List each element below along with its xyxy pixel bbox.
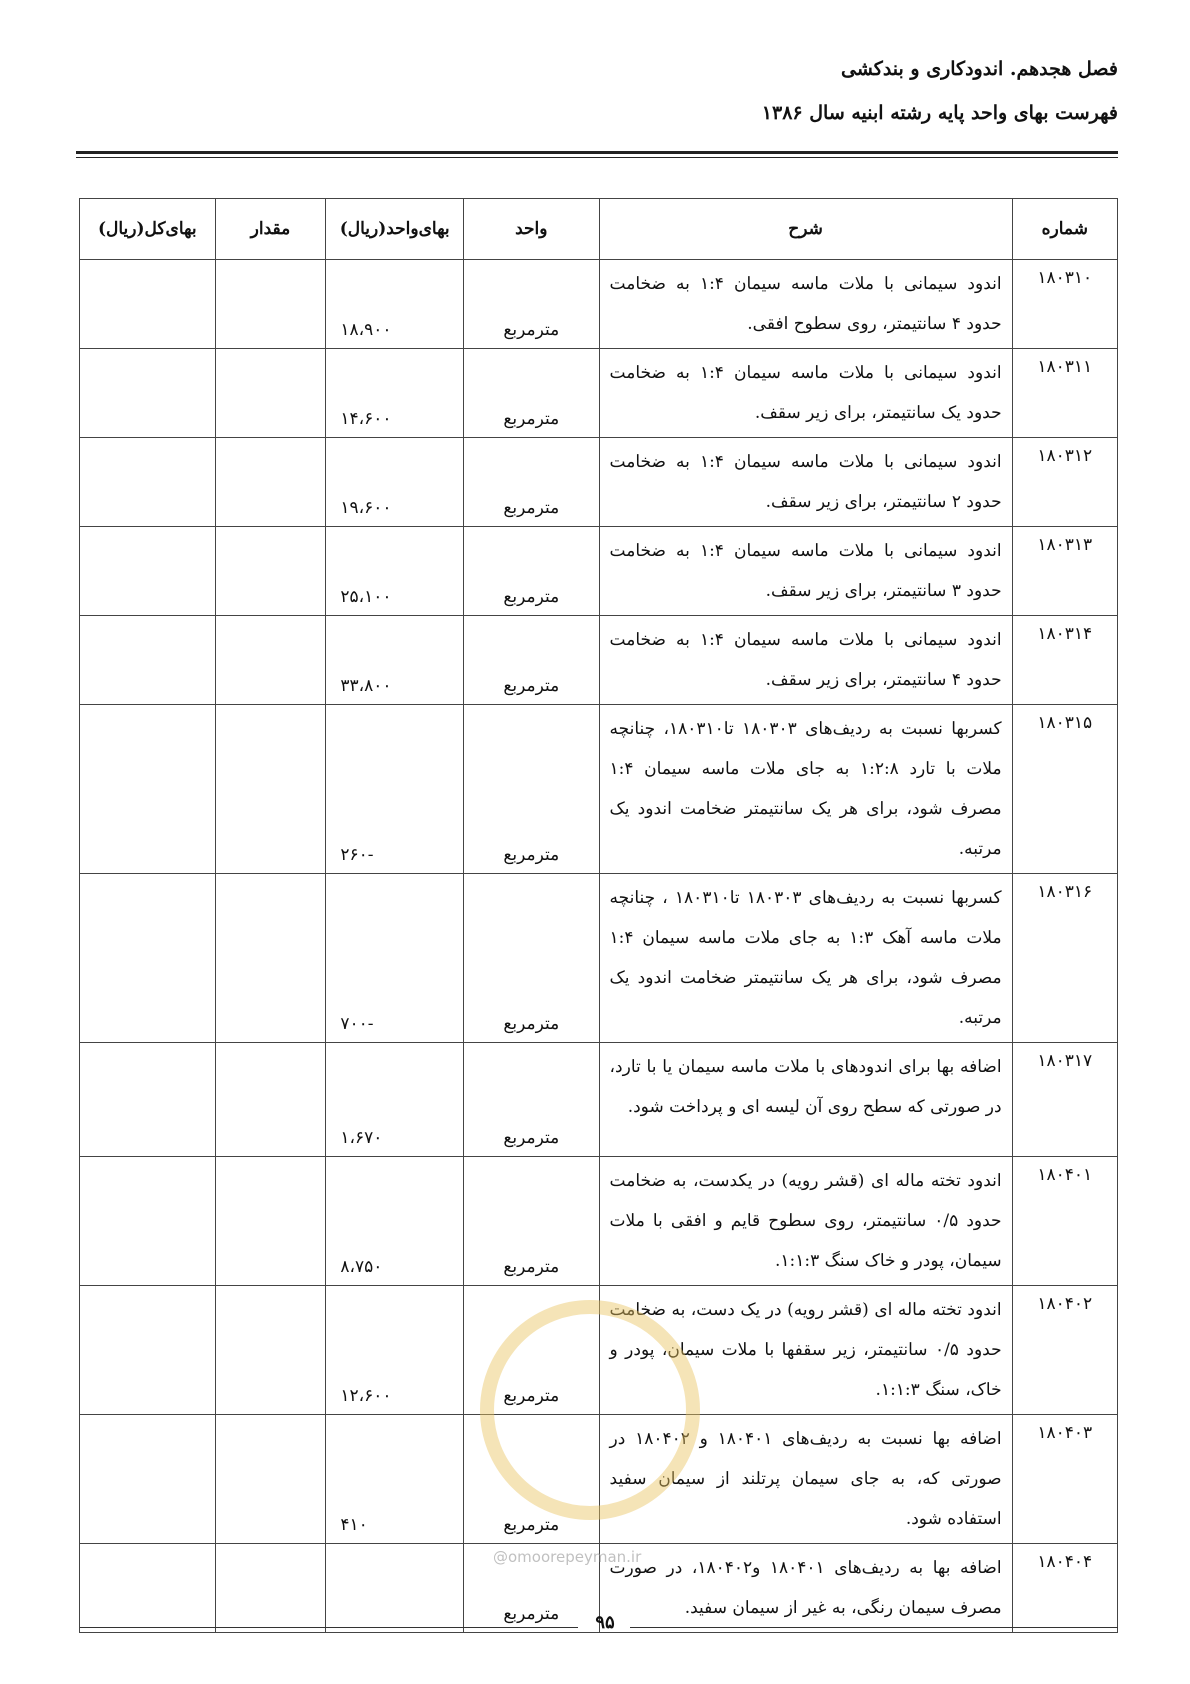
col-header-total: بهای‌کل(ریال) (80, 199, 216, 260)
col-header-unit: واحد (464, 199, 600, 260)
row-unit-price: ۳۳،۸۰۰ (326, 616, 464, 705)
row-description: کسربها نسبت به ردیف‌های ۱۸۰۳۰۳ تا۱۸۰۳۱۰ ، چنانچه ملات ماسه آهک ۱:۳ به جای ملات ماسه سیمان ۱:۴ مصرف شود، برای هر یک سانتیمتر ضخامت اندود یک مرتبه. (599, 874, 1012, 1043)
table-row (80, 705, 1118, 874)
row-description: اضافه بها برای اندودهای با ملات ماسه سیمان یا با تارد، در صورتی که سطح روی آن لیسه ای و پرداخت شود. (599, 1043, 1012, 1157)
row-total (80, 1286, 216, 1415)
row-total (80, 705, 216, 874)
row-unit: مترمربع (464, 616, 600, 705)
row-unit-price: ۱،۶۷۰ (326, 1043, 464, 1157)
row-unit-price: ۲۵،۱۰۰ (326, 527, 464, 616)
row-description: کسربها نسبت به ردیف‌های ۱۸۰۳۰۳ تا۱۸۰۳۱۰، چنانچه ملات با تارد ۱:۲:۸ به جای ملات ماسه سیمان ۱:۴ مصرف شود، برای هر یک سانتیمتر ضخامت اندود یک مرتبه. (599, 705, 1012, 874)
row-description: اندود سیمانی با ملات ماسه سیمان ۱:۴ به ضخامت حدود یک سانتیمتر، برای زیر سقف. (599, 349, 1012, 438)
row-total (80, 438, 216, 527)
header-divider-thin (76, 157, 1118, 158)
row-unit: مترمربع (464, 260, 600, 349)
table-row (80, 1415, 1118, 1544)
table-row (80, 1286, 1118, 1415)
row-code: ۱۸۰۴۰۱ (1012, 1157, 1117, 1286)
row-unit: مترمربع (464, 1043, 600, 1157)
page-number: ۹۵ (595, 1612, 615, 1633)
row-unit-price: ۱۸،۹۰۰ (326, 260, 464, 349)
row-description: اندود سیمانی با ملات ماسه سیمان ۱:۴ به ضخامت حدود ۲ سانتیمتر، برای زیر سقف. (599, 438, 1012, 527)
table-row (80, 260, 1118, 349)
row-code: ۱۸۰۳۱۶ (1012, 874, 1117, 1043)
col-header-quantity: مقدار (215, 199, 326, 260)
row-description: اندود تخته ماله ای (قشر رویه) در یک دست، به ضخامت حدود ۰/۵ سانتیمتر، زیر سقفها با ملات سیمان، پودر و خاک، سنگ ۱:۱:۳. (599, 1286, 1012, 1415)
row-unit: مترمربع (464, 1286, 600, 1415)
footer-divider-right (630, 1627, 1118, 1628)
table-row (80, 438, 1118, 527)
row-quantity (215, 1157, 326, 1286)
row-description: اضافه بها به ردیف‌های ۱۸۰۴۰۱ و۱۸۰۴۰۲، در صورت مصرف سیمان رنگی، به غیر از سیمان سفید. (599, 1544, 1012, 1633)
table-row (80, 874, 1118, 1043)
row-quantity (215, 349, 326, 438)
row-unit: مترمربع (464, 1157, 600, 1286)
row-unit-price: ۸،۷۵۰ (326, 1157, 464, 1286)
table-header-row (80, 199, 1118, 260)
row-total (80, 1157, 216, 1286)
row-unit-price: ۱۴،۶۰۰ (326, 349, 464, 438)
header-divider-thick (76, 151, 1118, 154)
row-total (80, 616, 216, 705)
row-total (80, 874, 216, 1043)
row-description: اضافه بها نسبت به ردیف‌های ۱۸۰۴۰۱ و ۱۸۰۴۰۲ در صورتی که، به جای سیمان پرتلند از سیمان سفید استفاده شود. (599, 1415, 1012, 1544)
row-total (80, 527, 216, 616)
row-quantity (215, 705, 326, 874)
row-quantity (215, 1544, 326, 1633)
row-unit: مترمربع (464, 1544, 600, 1633)
col-header-desc: شرح (599, 199, 1012, 260)
row-description: اندود سیمانی با ملات ماسه سیمان ۱:۴ به ضخامت حدود ۴ سانتیمتر، برای زیر سقف. (599, 616, 1012, 705)
table-row (80, 1043, 1118, 1157)
row-total (80, 260, 216, 349)
row-total (80, 1544, 216, 1633)
row-description: اندود تخته ماله ای (قشر رویه) در یکدست، به ضخامت حدود ۰/۵ سانتیمتر، روی سطوح قایم و افقی با ملات سیمان، پودر و خاک سنگ ۱:۱:۳. (599, 1157, 1012, 1286)
row-quantity (215, 1415, 326, 1544)
row-unit: مترمربع (464, 705, 600, 874)
row-quantity (215, 1286, 326, 1415)
row-code: ۱۸۰۳۱۰ (1012, 260, 1117, 349)
row-code: ۱۸۰۳۱۳ (1012, 527, 1117, 616)
row-total (80, 1415, 216, 1544)
row-code: ۱۸۰۴۰۲ (1012, 1286, 1117, 1415)
row-code: ۱۸۰۳۱۷ (1012, 1043, 1117, 1157)
row-quantity (215, 527, 326, 616)
row-unit: مترمربع (464, 1415, 600, 1544)
col-header-unit-price: بهای‌واحد(ریال) (326, 199, 464, 260)
row-unit-price: ۱۲،۶۰۰ (326, 1286, 464, 1415)
row-unit: مترمربع (464, 349, 600, 438)
table-row (80, 616, 1118, 705)
col-header-code: شماره (1012, 199, 1117, 260)
price-list-table (79, 198, 1118, 1633)
row-unit-price: -۷۰۰ (326, 874, 464, 1043)
row-description: اندود سیمانی با ملات ماسه سیمان ۱:۴ به ضخامت حدود ۴ سانتیمتر، روی سطوح افقی. (599, 260, 1012, 349)
row-quantity (215, 260, 326, 349)
row-code: ۱۸۰۴۰۴ (1012, 1544, 1117, 1633)
row-description: اندود سیمانی با ملات ماسه سیمان ۱:۴ به ضخامت حدود ۳ سانتیمتر، برای زیر سقف. (599, 527, 1012, 616)
row-unit-price: ۴۱۰ (326, 1415, 464, 1544)
row-total (80, 349, 216, 438)
row-quantity (215, 1043, 326, 1157)
row-unit: مترمربع (464, 438, 600, 527)
row-total (80, 1043, 216, 1157)
row-unit-price: -۲۶۰ (326, 705, 464, 874)
row-code: ۱۸۰۳۱۴ (1012, 616, 1117, 705)
document-subtitle: فهرست بهای واحد پایه رشته ابنیه سال ۱۳۸۶ (761, 102, 1118, 124)
table-row (80, 527, 1118, 616)
watermark-text: @omoorepeyman.ir (493, 1548, 642, 1566)
row-code: ۱۸۰۳۱۲ (1012, 438, 1117, 527)
row-unit-price: ۱۹،۶۰۰ (326, 438, 464, 527)
page-header (762, 58, 1118, 124)
row-code: ۱۸۰۳۱۱ (1012, 349, 1117, 438)
row-quantity (215, 616, 326, 705)
table-row (80, 1157, 1118, 1286)
row-unit-price (326, 1544, 464, 1633)
row-code: ۱۸۰۴۰۳ (1012, 1415, 1117, 1544)
row-code: ۱۸۰۳۱۵ (1012, 705, 1117, 874)
row-quantity (215, 438, 326, 527)
footer-divider-left (80, 1627, 578, 1628)
chapter-title: فصل هجدهم. اندودکاری و بندکشی (840, 58, 1118, 80)
row-unit: مترمربع (464, 874, 600, 1043)
row-unit: مترمربع (464, 527, 600, 616)
table-row (80, 349, 1118, 438)
row-quantity (215, 874, 326, 1043)
